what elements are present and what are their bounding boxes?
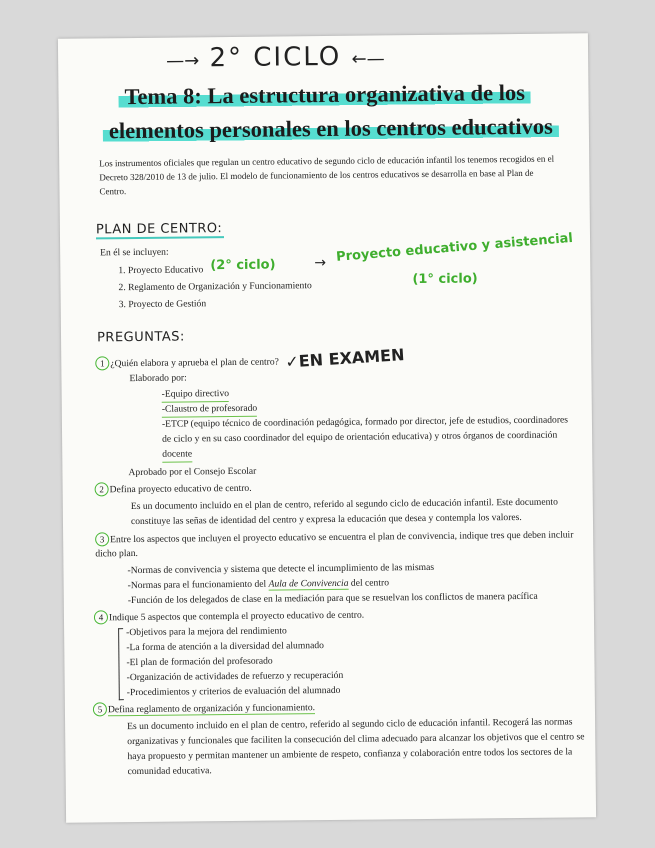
title-line-1: Tema 8: La estructura organizativa de los [118, 80, 531, 110]
intro-line-3: Centro. [99, 186, 127, 197]
q3-item-3: -Función de los delegados de clase en la mediación para que se resuelvan los conflictos de manera pacífica [127, 590, 538, 607]
q3-text-2: dicho plan. [95, 547, 139, 560]
cycle-note: 2° CICLO [209, 41, 342, 74]
note-segundo-ciclo: (2° ciclo) [210, 257, 276, 274]
q1-etcp-line-1: -ETCP (equipo técnico de coordinación pedagógica, formado por director, jefe de estudios, coordinadores [161, 414, 569, 430]
question-5: 5 Defina reglamento de organización y funcionamiento. [93, 700, 315, 717]
q5-answer-4: comunidad educativa. [127, 765, 212, 778]
q3-item-2: -Normas para el funcionamiento del Aula de Convivencia del centro [127, 577, 390, 592]
q5-answer-2: organizativas y funcionales que faciliten la consecución del clima adecuado para alcanzar los objetivos que el centro se [127, 731, 585, 748]
q1-etcp-line-3: docente [162, 447, 192, 462]
q4-item-2: -La forma de atención a la diversidad del alumnado [126, 640, 324, 654]
preguntas-heading: PREGUNTAS: [96, 329, 185, 346]
question-number-4: 4 [94, 610, 108, 624]
q1-elaborado: Elaborado por: [129, 372, 187, 385]
q4-item-5: -Procedimientos y criterios de evaluación del alumnado [126, 684, 341, 699]
intro-line-2: Decreto 328/2010 de 13 de julio. El modelo de funcionamiento de los centros educativos se desarrolla en base al Plan de [99, 167, 534, 183]
question-4: 4 Indique 5 aspectos que contempla el proyecto educativo de centro. [94, 608, 364, 626]
title-line-2: elementos personales en los centros educativos [103, 114, 559, 145]
q3-item-1: -Normas de convivencia y sistema que detecte el incumplimiento de las mismas [127, 561, 435, 577]
q1-etcp-line-2: de ciclo y en su caso coordinador del equipo de orientación educativa) y otros órganos de coordinación [162, 429, 558, 445]
question-2: 2 Defina proyecto educativo de centro. [95, 481, 252, 498]
plan-lead: En él se incluyen: [100, 246, 169, 259]
q1-aprobado: Aprobado por el Consejo Escolar [128, 465, 257, 479]
plan-item-3: 3. Proyecto de Gestión [118, 298, 207, 311]
q4-item-4: -Organización de actividades de refuerzo y recuperación [126, 669, 344, 684]
q1-equipo-directivo: -Equipo directivo [162, 387, 230, 403]
q5-answer-1: Es un documento incluido en el plan de centro, referido al segundo ciclo de educación infantil. Recogerá las normas [127, 716, 573, 733]
question-number-5: 5 [93, 702, 107, 716]
intro-line-1: Los instrumentos oficiales que regulan un centro educativo de segundo ciclo de educación infantil los tenemos recogidos en el [99, 153, 555, 169]
q4-item-1: -Objetivos para la mejora del rendimiento [126, 625, 287, 639]
plan-item-2: 2. Reglamento de Organización y Funcionamiento [118, 280, 312, 294]
q2-answer-1: Es un documento incluido en el plan de centro, referido al segundo ciclo de educación infantil. Este documento [130, 496, 558, 513]
arrow-left: —→ [166, 50, 200, 72]
question-number-1: 1 [95, 356, 109, 370]
question-1: 1 ¿Quién elabora y aprueba el plan de centro? [95, 355, 279, 372]
q4-bracket [118, 628, 124, 700]
plan-heading: PLAN DE CENTRO: [96, 221, 225, 237]
plan-item-1: 1. Proyecto Educativo [118, 264, 204, 277]
q2-answer-2: constituye las señas de identidad del centro y expresa la educación que desea y contempla los valores. [130, 511, 522, 528]
arrow-right: ←— [351, 48, 385, 70]
note-proyecto-educativo: Proyecto educativo y asistencial [335, 230, 574, 265]
q4-item-3: -El plan de formación del profesorado [126, 655, 273, 669]
question-number-3: 3 [95, 532, 109, 546]
q1-claustro: -Claustro de profesorado [162, 402, 258, 418]
note-primer-ciclo: (1° ciclo) [412, 271, 478, 288]
q5-answer-3: haya propuesto y permitan mantener un ambiente de respeto, confianza y colaboración entre todos los sectores de la [127, 746, 573, 763]
question-3: 3 Entre los aspectos que incluyen el proyecto educativo se encuentra el plan de convivencia, indique tres que deben incluir [95, 527, 573, 547]
note-arrow: → [314, 255, 327, 272]
question-number-2: 2 [95, 482, 109, 496]
exam-note: ✓EN EXAMEN [284, 345, 405, 372]
cycle-header [166, 41, 385, 73]
notebook-page [58, 33, 596, 823]
